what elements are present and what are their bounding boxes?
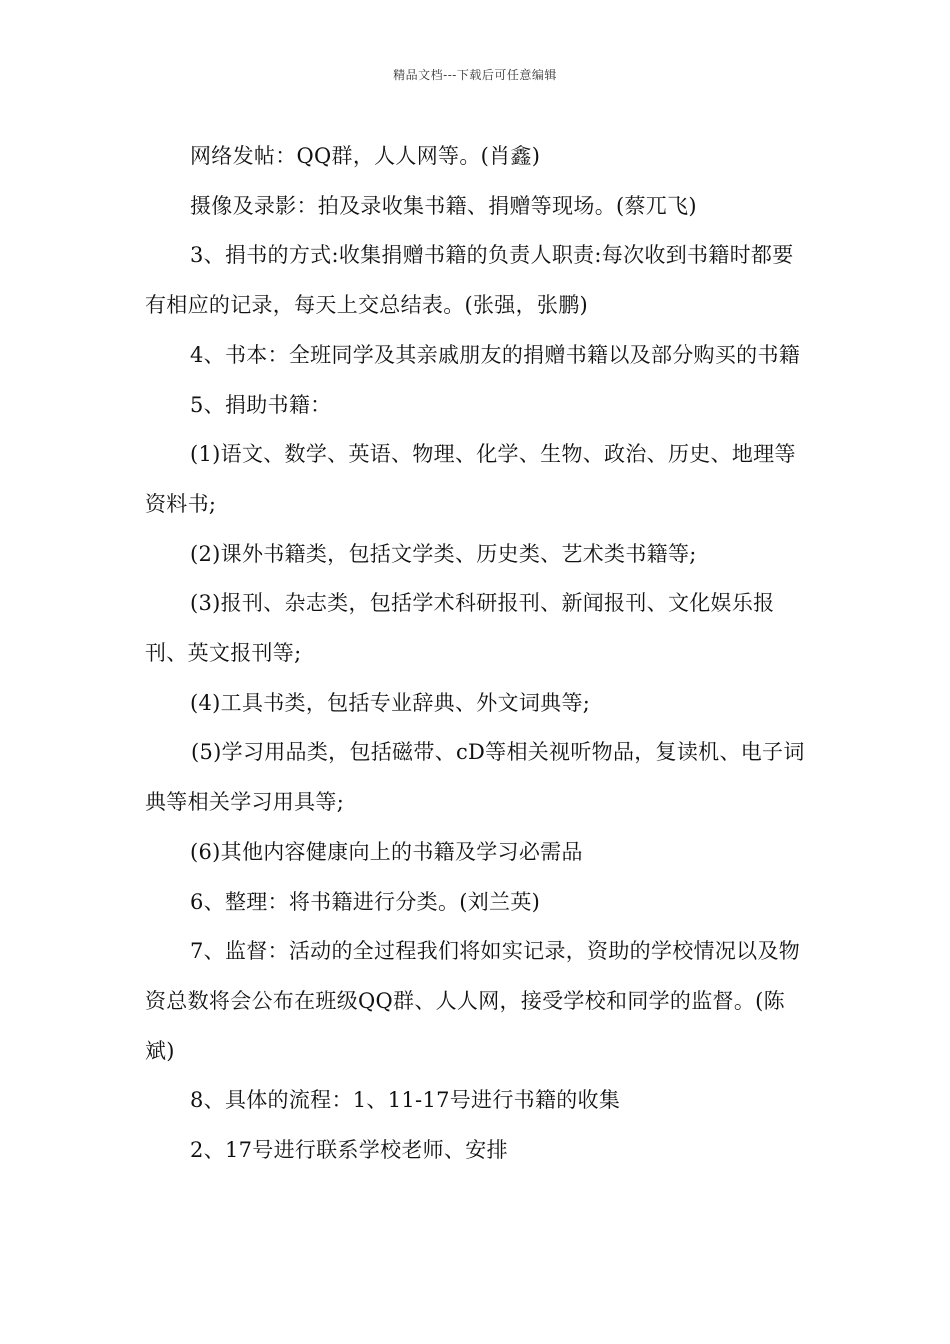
paragraph-books: 4、书本：全班同学及其亲戚朋友的捐赠书籍以及部分购买的书籍 [190, 342, 801, 367]
paragraph-process-step-2: 2、17号进行联系学校老师、安排 [190, 1138, 508, 1163]
list-item-tool-books: (4)工具书类，包括专业辞典、外文词典等; [190, 690, 591, 715]
page-header: 精品文档---下载后可任意编辑 [393, 68, 557, 82]
document-body [145, 132, 810, 1176]
paragraph-donation-method: 3、捐书的方式:收集捐赠书籍的负责人职责:每次收到书籍时都要有相应的记录，每天上交总结表。(张强，张鹏) [145, 243, 794, 318]
paragraph-network-posting: 网络发帖：QQ群，人人网等。(肖鑫) [190, 144, 541, 168]
paragraph-supervision: 7、监督：活动的全过程我们将如实记录，资助的学校情况以及物资总数将会公布在班级QQ群、人人网，接受学校和同学的监督。(陈斌) [145, 939, 801, 1063]
paragraph-organizing: 6、整理：将书籍进行分类。(刘兰英) [190, 889, 541, 914]
list-item-extracurricular-books: (2)课外书籍类，包括文学类、历史类、艺术类书籍等; [190, 541, 697, 566]
list-item-other-items: (6)其他内容健康向上的书籍及学习必需品 [190, 839, 583, 864]
paragraph-process: 8、具体的流程：1、11-17号进行书籍的收集 [190, 1088, 621, 1113]
paragraph-photography: 摄像及录影：拍及录收集书籍、捐赠等现场。(蔡兀飞) [190, 193, 697, 218]
list-item-reference-books: (1)语文、数学、英语、物理、化学、生物、政治、历史、地理等资料书; [145, 442, 796, 516]
paragraph-donated-books: 5、捐助书籍： [190, 392, 332, 417]
list-item-newspapers-magazines: (3)报刊、杂志类，包括学术科研报刊、新闻报刊、文化娱乐报刊、英文报刊等; [145, 591, 775, 666]
list-item-study-supplies: (5)学习用品类，包括磁带、cD等相关视听物品，复读机、电子词典等相关学习用具等; [145, 740, 805, 815]
